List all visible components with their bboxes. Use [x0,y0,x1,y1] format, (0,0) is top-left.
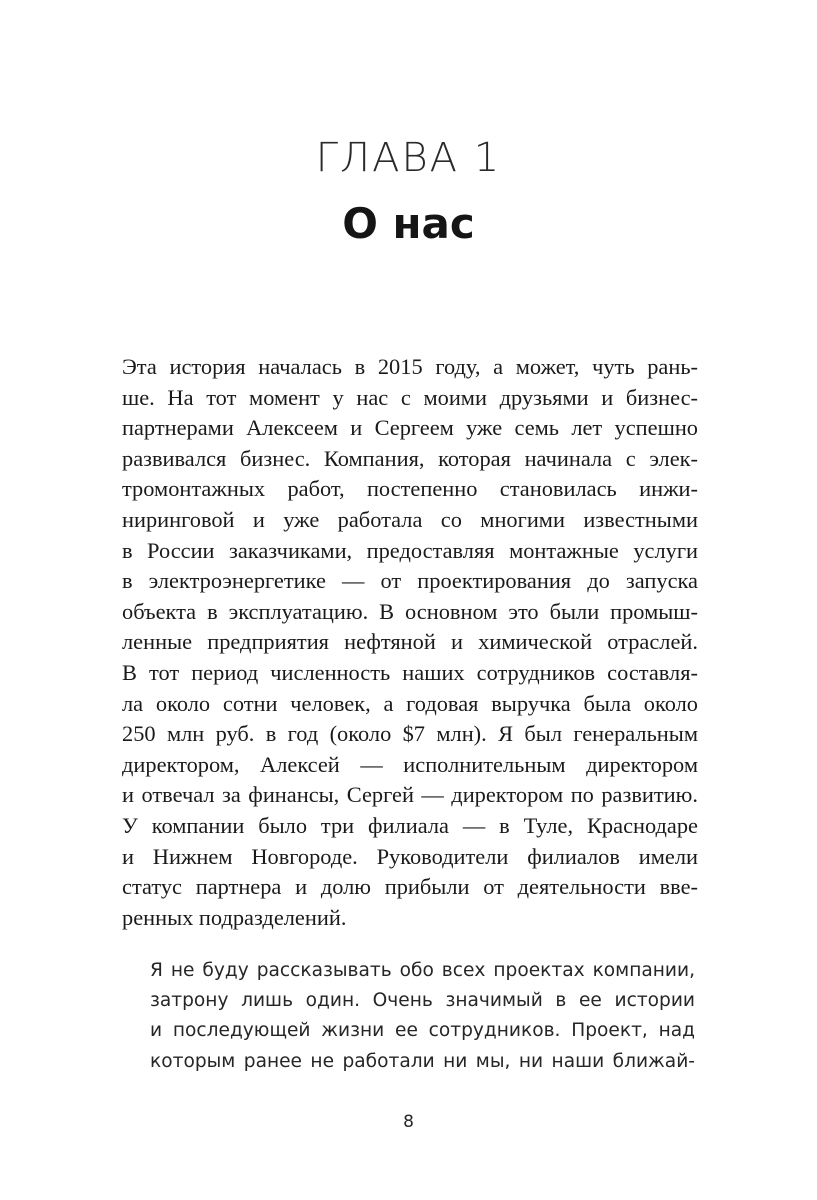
body-line: и отвечал за финансы, Сергей — директором по развитию. [122,782,698,808]
quote-line: затрону лишь один. Очень значимый в ее истории [150,990,695,1012]
quote-paragraph [150,956,695,1077]
quote-line: Я не буду рассказывать обо всех проектах компании, [150,960,695,981]
body-line: ренных подразделений. [122,904,347,930]
chapter-title: О нас [342,199,475,248]
body-line: ше. На тот момент у нас с моими друзьями и бизнес- [122,384,698,410]
chapter-label: ГЛАВА 1 [315,135,502,181]
body-line: ниринговой и уже работала со многими известными [122,506,698,532]
body-line: В тот период численность наших сотрудников составля- [122,659,698,685]
body-line: партнерами Алексеем и Сергеем уже семь лет успешно [122,415,698,441]
quote-line: которым ранее не работали ни мы, ни наши ближай- [150,1050,695,1072]
body-line: ла около сотни человек, а годовая выручка была около [122,690,698,716]
body-line: в электроэнергетике — от проектирования до запуска [122,568,698,594]
body-line: в России заказчиками, предоставляя монтажные услуги [122,537,698,563]
body-line: ленные предприятия нефтяной и химической отраслей. [122,629,698,655]
body-paragraph [122,352,698,933]
body-line: тромонтажных работ, постепенно становилась инжи- [122,476,698,502]
body-line: развивался бизнес. Компания, которая начинала с элек- [122,445,698,471]
body-line: У компании было три филиала — в Туле, Краснодаре [122,812,698,838]
body-line: директором, Алексей — исполнительным директором [122,751,698,777]
body-line: Эта история началась в 2015 году, а может, чуть рань- [122,354,698,379]
body-line: 250 млн руб. в год (около $7 млн). Я был генеральным [122,721,698,747]
quote-line: и последующей жизни ее сотрудников. Проект, над [150,1020,695,1042]
page-number: 8 [403,1112,414,1132]
body-line: объекта в эксплуатацию. В основном это были промыш- [122,598,698,624]
body-line: и Нижнем Новгороде. Руководители филиалов имели [122,843,698,869]
body-line: статус партнера и долю прибыли от деятельности вве- [122,874,698,900]
